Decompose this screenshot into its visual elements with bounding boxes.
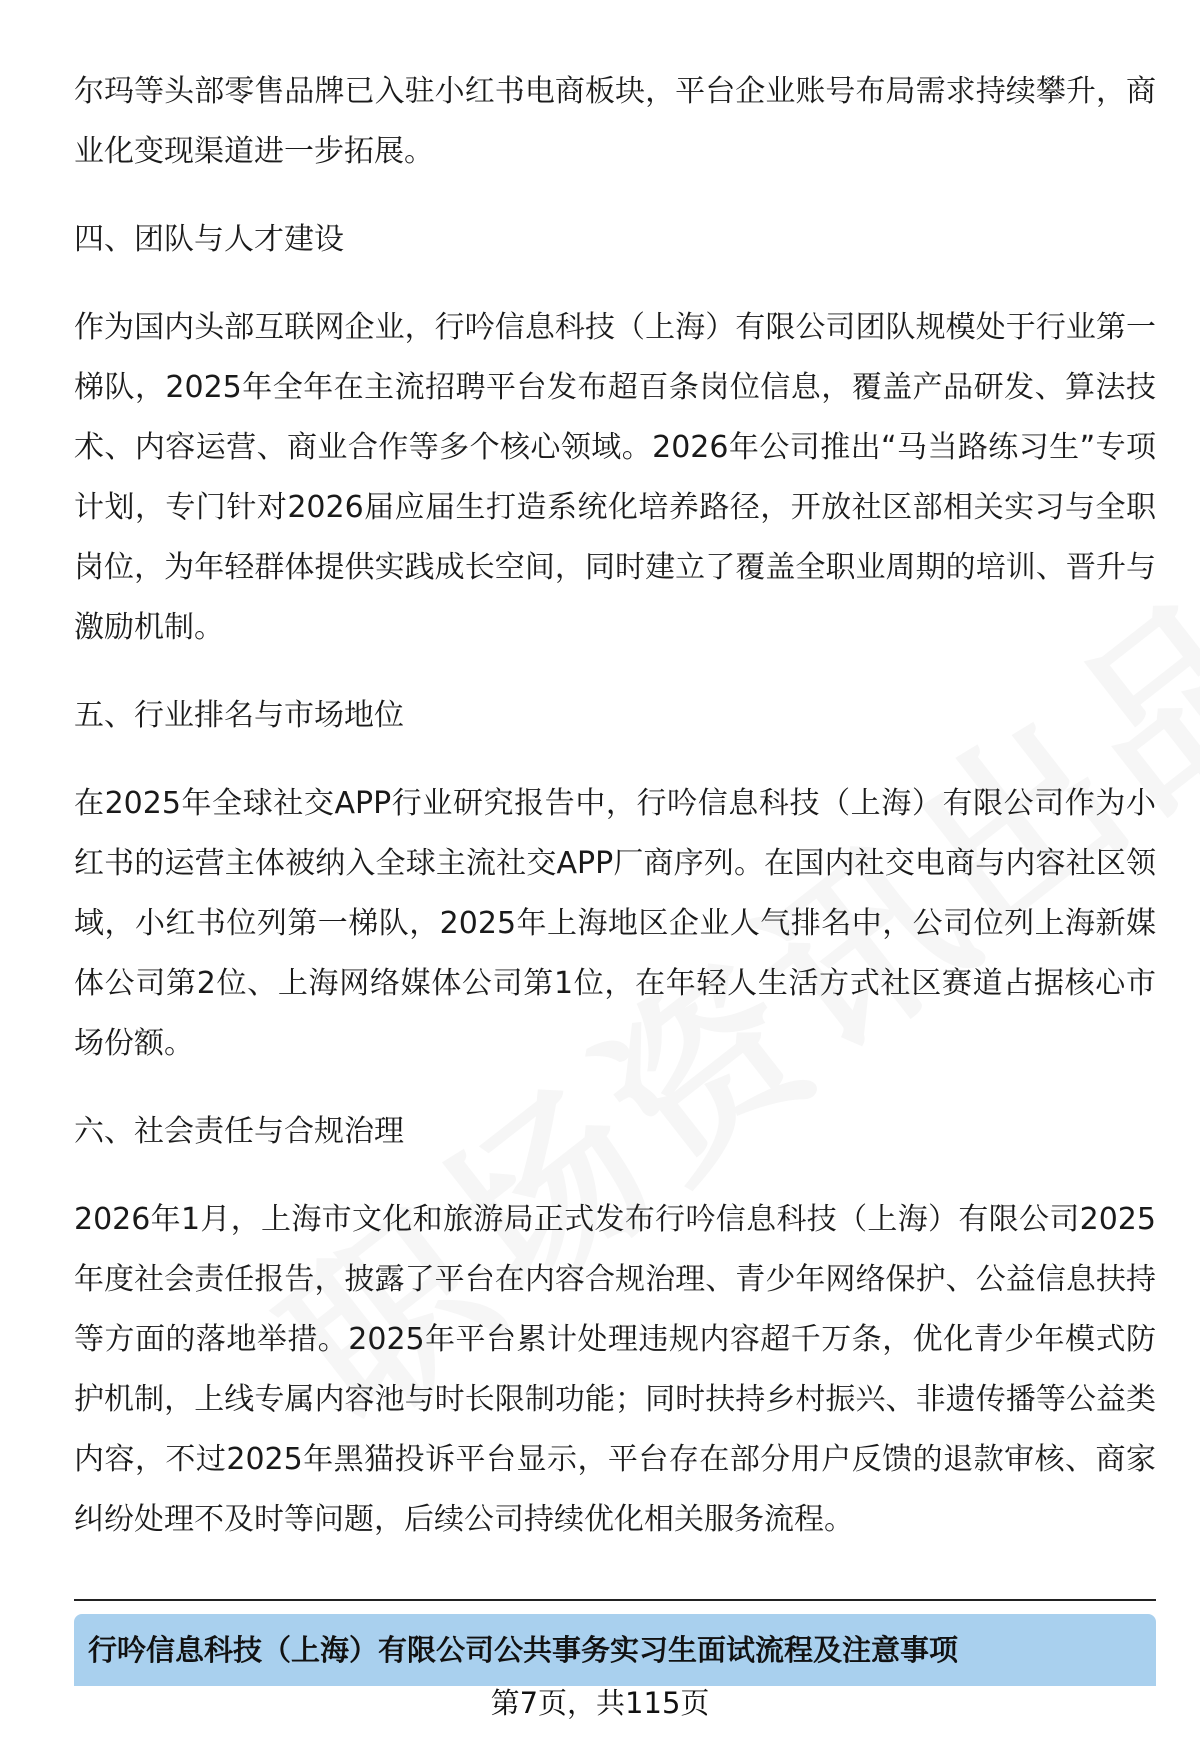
paragraph-team: 作为国内头部互联网企业，行吟信息科技（上海）有限公司团队规模处于行业第一梯队，2025年全年在主流招聘平台发布超百条岗位信息，覆盖产品研发、算法技术、内容运营、商业合作等多个核心领域。2026年公司推出“马当路练习生”专项计划，专门针对2026届应届生打造系统化培养路径，开放社区部相关实习与全职岗位，为年轻群体提供实践成长空间，同时建立了覆盖全职业周期的培训、晋升与激励机制。 (74, 310, 1156, 645)
document-body (74, 62, 1156, 1578)
paragraph-ranking: 在2025年全球社交APP行业研究报告中，行吟信息科技（上海）有限公司作为小红书的运营主体被纳入全球主流社交APP厂商序列。在国内社交电商与内容社区领域，小红书位列第一梯队，2025年上海地区企业人气排名中，公司位列上海新媒体公司第2位、上海网络媒体公司第1位，在年轻人生活方式社区赛道占据核心市场份额。 (74, 786, 1156, 1061)
section-heading-responsibility: 六、社会责任与合规治理 (74, 1114, 404, 1149)
paragraph-commercialization: 尔玛等头部零售品牌已入驻小红书电商板块，平台企业账号布局需求持续攀升，商业化变现渠道进一步拓展。 (74, 74, 1156, 169)
section-heading-ranking: 五、行业排名与市场地位 (74, 698, 404, 733)
section-banner (74, 1614, 1156, 1686)
section-heading-team: 四、团队与人才建设 (74, 222, 344, 257)
paragraph-responsibility: 2026年1月，上海市文化和旅游局正式发布行吟信息科技（上海）有限公司2025年度社会责任报告，披露了平台在内容合规治理、青少年网络保护、公益信息扶持等方面的落地举措。2025年平台累计处理违规内容超千万条，优化青少年模式防护机制，上线专属内容池与时长限制功能；同时扶持乡村振兴、非遗传播等公益类内容，不过2025年黑猫投诉平台显示，平台存在部分用户反馈的退款审核、商家纠纷处理不及时等问题，后续公司持续优化相关服务流程。 (74, 1202, 1156, 1537)
banner-title: 行吟信息科技（上海）有限公司公共事务实习生面试流程及注意事项 (88, 1633, 959, 1667)
section-divider (74, 1599, 1156, 1601)
page-number: 第7页，共115页 (490, 1686, 710, 1720)
